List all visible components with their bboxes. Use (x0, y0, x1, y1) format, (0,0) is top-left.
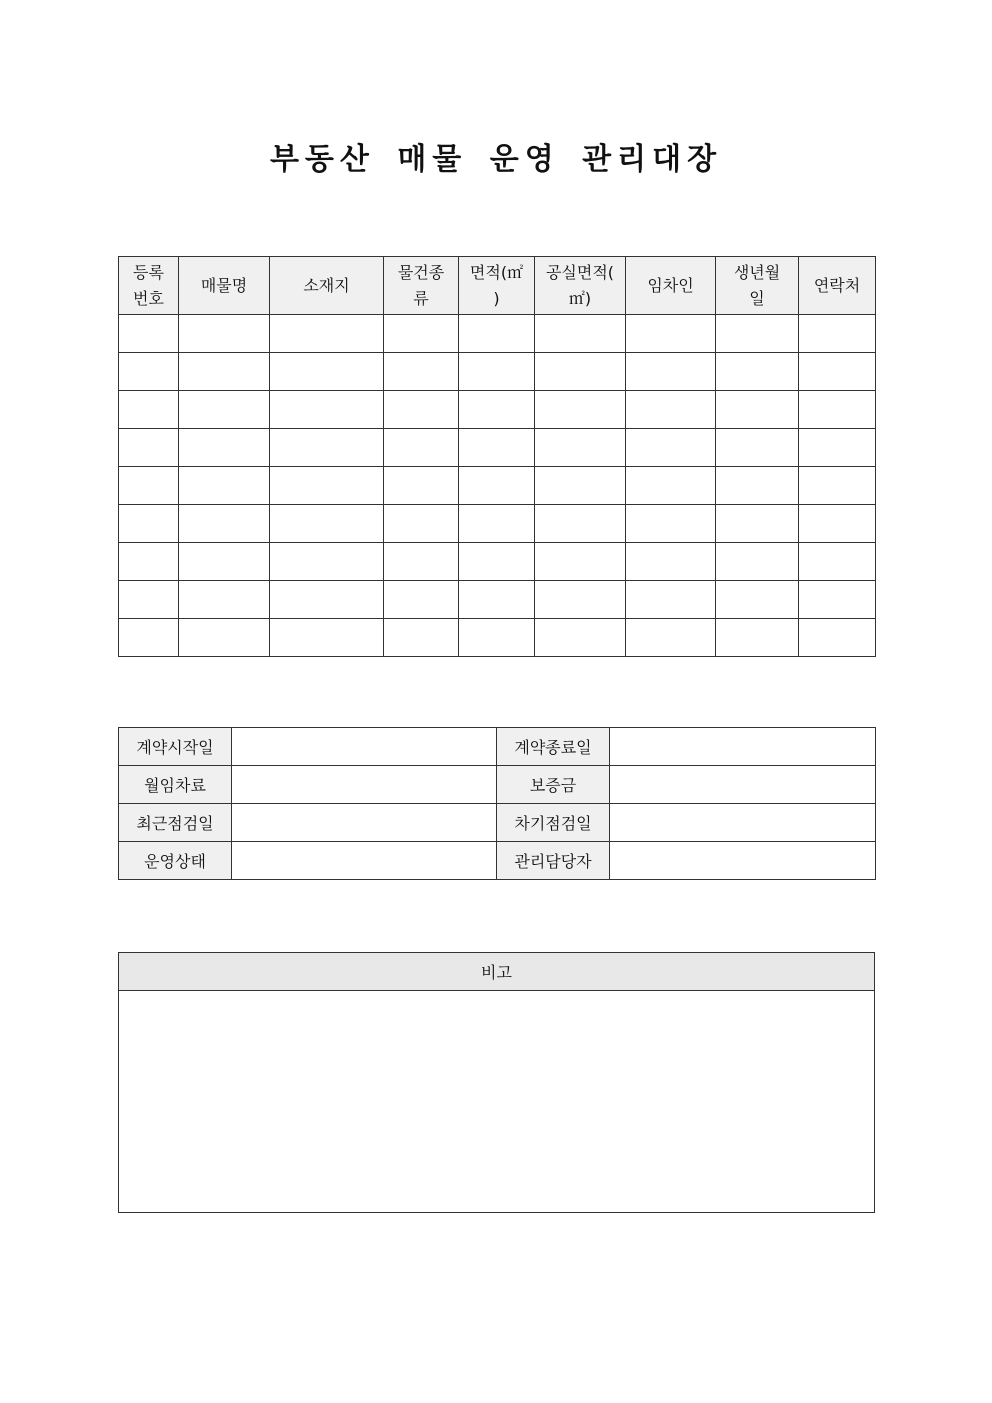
table-cell[interactable] (179, 429, 270, 467)
notes-input[interactable] (119, 991, 875, 1213)
input-manager[interactable] (610, 842, 876, 880)
table-cell[interactable] (270, 353, 384, 391)
table-cell[interactable] (459, 505, 535, 543)
table-cell[interactable] (459, 429, 535, 467)
table-cell[interactable] (384, 391, 459, 429)
property-list-table (118, 256, 876, 657)
header-contact (799, 257, 876, 315)
table-cell[interactable] (626, 543, 716, 581)
table-cell[interactable] (535, 505, 626, 543)
table-cell[interactable] (535, 391, 626, 429)
table-cell[interactable] (799, 467, 876, 505)
table-cell[interactable] (270, 505, 384, 543)
table-cell[interactable] (384, 543, 459, 581)
table-cell[interactable] (384, 467, 459, 505)
header-property-name (179, 257, 270, 315)
table-cell[interactable] (716, 581, 799, 619)
table-cell[interactable] (179, 391, 270, 429)
header-property-type (384, 257, 459, 315)
table-cell[interactable] (119, 619, 179, 657)
table-cell[interactable] (179, 505, 270, 543)
table-cell[interactable] (535, 581, 626, 619)
table-cell[interactable] (799, 429, 876, 467)
table-cell[interactable] (270, 315, 384, 353)
table-cell[interactable] (716, 467, 799, 505)
table-row (119, 429, 876, 467)
table-row (119, 804, 876, 842)
table-row (119, 581, 876, 619)
table-cell[interactable] (384, 581, 459, 619)
input-deposit[interactable] (610, 766, 876, 804)
table-cell[interactable] (119, 543, 179, 581)
table-row (119, 353, 876, 391)
header-label: 임차인 (647, 275, 694, 295)
header-area (459, 257, 535, 315)
header-reg-no (119, 257, 179, 315)
table-row (119, 467, 876, 505)
table-cell[interactable] (626, 429, 716, 467)
input-contract-end[interactable] (610, 728, 876, 766)
table-cell[interactable] (799, 315, 876, 353)
notes-table (118, 952, 875, 1213)
table-cell[interactable] (459, 315, 535, 353)
table-cell[interactable] (179, 619, 270, 657)
table-cell[interactable] (119, 315, 179, 353)
label-manager: 관리담당자 (497, 842, 610, 880)
input-last-inspection[interactable] (232, 804, 497, 842)
input-monthly-rent[interactable] (232, 766, 497, 804)
table-row (119, 391, 876, 429)
table-cell[interactable] (179, 581, 270, 619)
table-cell[interactable] (626, 391, 716, 429)
header-location (270, 257, 384, 315)
table-cell[interactable] (384, 315, 459, 353)
header-label: 소재지 (303, 275, 350, 295)
header-label: 매물명 (200, 275, 248, 295)
input-contract-start[interactable] (232, 728, 497, 766)
table-cell[interactable] (799, 391, 876, 429)
table-cell[interactable] (626, 467, 716, 505)
header-label: 면적(㎡ ) (469, 262, 524, 308)
table-cell[interactable] (716, 391, 799, 429)
table-cell[interactable] (799, 353, 876, 391)
header-birthdate (716, 257, 799, 315)
table-cell[interactable] (799, 619, 876, 657)
table-cell[interactable] (799, 505, 876, 543)
table-cell[interactable] (716, 353, 799, 391)
table-cell[interactable] (270, 619, 384, 657)
property-list-body (119, 315, 876, 657)
input-next-inspection[interactable] (610, 804, 876, 842)
table-cell[interactable] (459, 619, 535, 657)
header-label: 등록 번호 (133, 262, 164, 308)
table-cell[interactable] (270, 429, 384, 467)
input-operation-status[interactable] (232, 842, 497, 880)
table-cell[interactable] (535, 619, 626, 657)
table-cell[interactable] (459, 467, 535, 505)
table-cell[interactable] (270, 581, 384, 619)
table-cell[interactable] (119, 467, 179, 505)
header-label: 생년월 일 (733, 262, 781, 308)
table-cell[interactable] (270, 467, 384, 505)
table-cell[interactable] (716, 543, 799, 581)
table-cell[interactable] (716, 429, 799, 467)
label-next-inspection: 차기점검일 (497, 804, 610, 842)
table-cell[interactable] (535, 543, 626, 581)
table-cell[interactable] (535, 467, 626, 505)
table-cell[interactable] (179, 353, 270, 391)
table-cell[interactable] (119, 353, 179, 391)
label-monthly-rent: 월임차료 (119, 766, 232, 804)
table-row (119, 842, 876, 880)
table-cell[interactable] (270, 391, 384, 429)
table-cell[interactable] (799, 543, 876, 581)
table-cell[interactable] (626, 619, 716, 657)
table-cell[interactable] (119, 391, 179, 429)
table-cell[interactable] (179, 315, 270, 353)
header-label: 공실면적( ㎡) (545, 262, 615, 308)
label-contract-start: 계약시작일 (119, 728, 232, 766)
table-cell[interactable] (119, 429, 179, 467)
table-cell[interactable] (384, 505, 459, 543)
table-cell[interactable] (119, 505, 179, 543)
table-cell[interactable] (535, 315, 626, 353)
header-label: 연락처 (813, 275, 861, 295)
table-row (119, 766, 876, 804)
label-operation-status: 운영상태 (119, 842, 232, 880)
label-last-inspection: 최근점검일 (119, 804, 232, 842)
table-cell[interactable] (626, 581, 716, 619)
table-row (119, 315, 876, 353)
table-cell[interactable] (716, 315, 799, 353)
table-cell[interactable] (626, 353, 716, 391)
table-row (119, 991, 875, 1213)
header-label: 물건종 류 (397, 262, 445, 308)
table-cell[interactable] (384, 353, 459, 391)
table-cell[interactable] (716, 619, 799, 657)
contract-info-table (118, 727, 876, 880)
table-cell[interactable] (384, 429, 459, 467)
table-cell[interactable] (384, 619, 459, 657)
table-cell[interactable] (716, 505, 799, 543)
table-cell[interactable] (799, 581, 876, 619)
table-cell[interactable] (270, 543, 384, 581)
table-row (119, 505, 876, 543)
label-contract-end: 계약종료일 (497, 728, 610, 766)
table-row (119, 619, 876, 657)
notes-label: 비고 (119, 953, 875, 991)
table-cell[interactable] (459, 543, 535, 581)
header-vacant-area (535, 257, 626, 315)
table-cell[interactable] (535, 353, 626, 391)
table-cell[interactable] (626, 505, 716, 543)
page-title: 부동산 매물 운영 관리대장 (269, 142, 723, 177)
table-row (119, 728, 876, 766)
table-cell[interactable] (626, 315, 716, 353)
table-cell[interactable] (459, 581, 535, 619)
table-row (119, 953, 875, 991)
table-cell[interactable] (459, 353, 535, 391)
table-cell[interactable] (119, 581, 179, 619)
table-header-row (119, 257, 876, 315)
table-cell[interactable] (535, 429, 626, 467)
table-row (119, 543, 876, 581)
table-cell[interactable] (459, 391, 535, 429)
table-cell[interactable] (179, 467, 270, 505)
table-cell[interactable] (179, 543, 270, 581)
label-deposit: 보증금 (497, 766, 610, 804)
header-tenant (626, 257, 716, 315)
